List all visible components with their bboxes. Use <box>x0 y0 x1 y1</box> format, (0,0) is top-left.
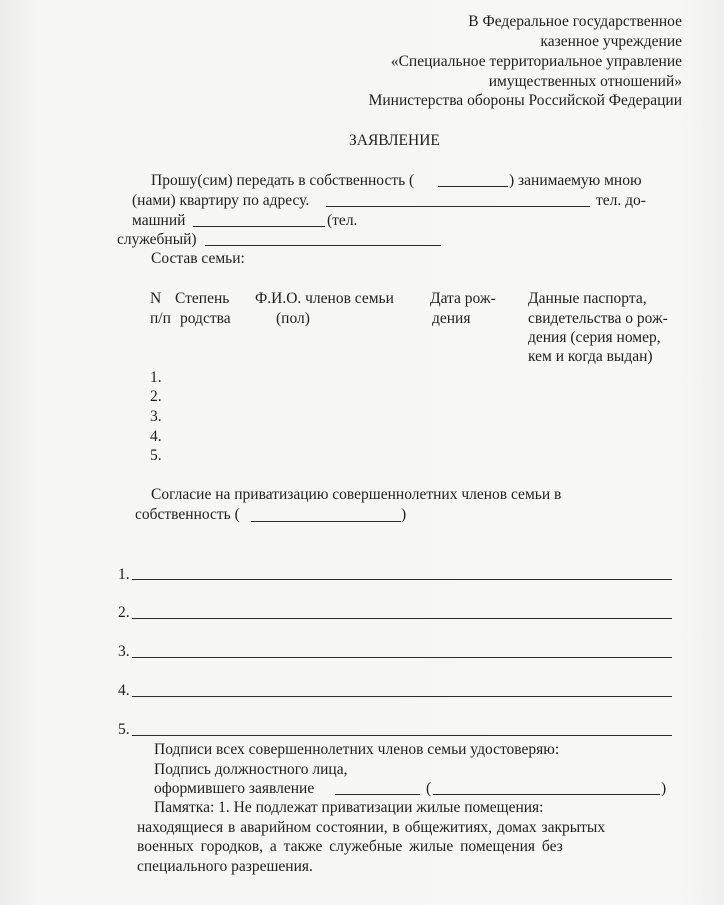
col-fio-1: Ф.И.О. членов семьи <box>255 290 394 307</box>
addressee-line-2: казенное учреждение <box>540 33 682 50</box>
consent-number: 5. <box>118 721 130 738</box>
col-num-1: N <box>150 290 162 307</box>
col-dob-2: дения <box>432 310 471 327</box>
official-signature-field[interactable] <box>335 794 420 795</box>
consent-line-2b: ) <box>401 506 407 523</box>
addressee-line-5: Министерства обороны Российской Федерации <box>368 92 682 109</box>
memo-line-2: находящиеся в аварийном состоянии, в общежитиях, домах закрытых <box>137 819 606 836</box>
official-name-field[interactable] <box>433 794 660 795</box>
official-signature-label: Подпись должностного лица, <box>154 761 348 778</box>
consent-number: 3. <box>118 643 130 660</box>
official-form-label: оформившего заявление <box>154 780 315 797</box>
consent-number: 4. <box>118 682 130 699</box>
request-line-4a: служебный) <box>117 231 197 248</box>
addressee-line-4: имущественных отношений» <box>488 73 682 90</box>
address-field[interactable] <box>326 206 590 207</box>
request-line-2b: тел. до- <box>596 192 646 209</box>
request-line-2a: (нами) квартиру по адресу. <box>132 192 310 209</box>
consent-signature-line[interactable] <box>132 696 672 697</box>
family-heading: Состав семьи: <box>151 250 245 267</box>
col-passport-2: свидетельства о рож- <box>528 310 668 327</box>
col-passport-3: дения (серия номер, <box>528 329 661 346</box>
col-num-2: п/п <box>150 310 171 327</box>
family-row: 3. <box>150 408 162 425</box>
memo-line-3: военных городков, а также служебные жилые помещения без <box>137 838 563 855</box>
addressee-line-1: В Федеральное государственное <box>468 13 682 30</box>
col-passport-1: Данные паспорта, <box>528 290 647 307</box>
consent-signature-line[interactable] <box>132 735 672 736</box>
consent-signature-line[interactable] <box>132 618 672 619</box>
official-name-open: ( <box>426 780 432 797</box>
document-title: ЗАЯВЛЕНИЕ <box>349 132 440 149</box>
col-relation-2: родства <box>180 310 231 327</box>
col-passport-4: кем и когда выдан) <box>528 348 653 365</box>
work-phone-field[interactable] <box>205 245 441 246</box>
home-phone-field[interactable] <box>193 226 325 227</box>
request-line-3a: машний <box>132 212 186 229</box>
family-row: 2. <box>150 388 162 405</box>
family-row: 1. <box>150 369 162 386</box>
family-row: 5. <box>150 447 162 464</box>
consent-line-1: Согласие на приватизацию совершеннолетних членов семьи в <box>151 486 562 503</box>
request-line-3b: (тел. <box>327 212 358 229</box>
memo-line-4: специального разрешения. <box>137 858 313 875</box>
signatures-certify: Подписи всех совершеннолетних членов семьи удостоверяю: <box>154 741 560 758</box>
request-line-1b: ) занимаемую мною <box>509 172 642 189</box>
ownership-type-field[interactable] <box>438 186 508 187</box>
col-relation-1: Степень <box>175 290 230 307</box>
col-fio-2: (пол) <box>276 310 310 327</box>
addressee-line-3: «Специальное территориальное управление <box>390 53 682 70</box>
consent-signature-line[interactable] <box>132 579 672 580</box>
consent-number: 2. <box>118 604 130 621</box>
family-row: 4. <box>150 428 162 445</box>
consent-line-2a: собственность ( <box>135 506 240 523</box>
official-name-close: ) <box>661 780 667 797</box>
memo-line-1: Памятка: 1. Не подлежат приватизации жилые помещения: <box>154 799 544 816</box>
request-line-1a: Прошу(сим) передать в собственность ( <box>151 172 415 189</box>
col-dob-1: Дата рож- <box>430 290 496 307</box>
consent-number: 1. <box>118 566 130 583</box>
consent-ownership-field[interactable] <box>251 521 401 522</box>
consent-signature-line[interactable] <box>132 657 672 658</box>
